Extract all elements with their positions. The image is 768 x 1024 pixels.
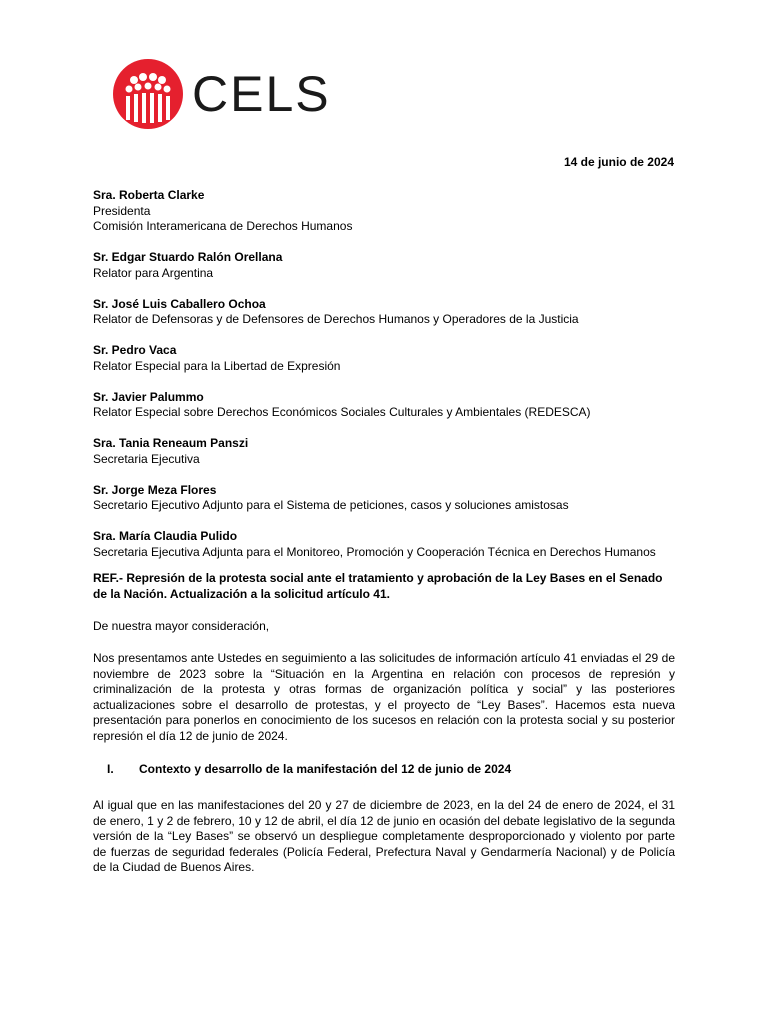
recipient-name: Sra. María Claudia Pulido	[93, 529, 238, 543]
cels-logo	[112, 58, 331, 130]
letter-date: 14 de junio de 2024	[563, 155, 674, 169]
recipient-name: Sra. Tania Reneaum Panszi	[93, 436, 249, 450]
recipient-entry	[93, 343, 683, 374]
recipient-name: Sr. Jorge Meza Flores	[93, 482, 217, 497]
recipient-entry	[93, 390, 683, 421]
body-paragraph-1: Nos presentamos ante Ustedes en seguimiento a las solicitudes de información artículo 41 enviadas el 29 de noviembre de 2023 sobre la “Situación en la Argentina en relación con procesos de represión y criminalización de la protesta y otras formas de organización política y social” y las posteriores actualizaciones sobre el desarrollo de protestas, y el proyecto de “Ley Bases”. Hacemos esta nueva presentación para ponerlos en conocimiento de los sucesos en relación con la protesta social y su posterior represión el día 12 de junio de 2024.	[93, 651, 675, 743]
logo-text: CELS	[192, 66, 331, 122]
recipient-name: Sr. Javier Palummo	[93, 389, 204, 404]
salutation: De nuestra mayor consideración,	[93, 619, 270, 633]
recipient-name: Sr. José Luis Caballero Ochoa	[93, 296, 266, 311]
body-paragraph-2: Al igual que en las manifestaciones del 20 y 27 de diciembre de 2023, en la del 24 de enero de 2024, el 31 de enero, 1 y 2 de febrero, 10 y 12 de abril, el día 12 de junio en ocasión del debate legislativo de la segunda versión de la “Ley Bases” se observó un despliegue completamente desproporcionado y violento por parte de fuerzas de seguridad federales (Policía Federal, Prefectura Naval y Gendarmería Nacional) y de Policía de la Ciudad de Buenos Aires.	[93, 798, 675, 875]
recipient-name: Sr. Edgar Stuardo Ralón Orellana	[93, 250, 283, 264]
recipient-entry	[93, 483, 683, 514]
recipient-role: Secretaria Ejecutiva Adjunta para el Monitoreo, Promoción y Cooperación Técnica en Derechos Humanos	[93, 544, 656, 559]
cels-emblem-icon	[112, 58, 184, 130]
section-heading	[107, 762, 511, 776]
recipient-role: Relator Especial para la Libertad de Expresión	[93, 358, 341, 373]
recipient-name: Sr. Pedro Vaca	[93, 343, 177, 357]
recipient-role: Secretario Ejecutivo Adjunto para el Sistema de peticiones, casos y soluciones amistosas	[93, 498, 569, 512]
section-number: I.	[107, 762, 114, 776]
recipient-entry	[93, 250, 683, 281]
section-title: Contexto y desarrollo de la manifestación del 12 de junio de 2024	[139, 762, 512, 776]
recipient-role: Relator para Argentina	[93, 265, 214, 280]
recipient-list	[93, 188, 683, 576]
recipient-entry	[93, 297, 683, 328]
recipient-role: Relator Especial sobre Derechos Económicos Sociales Culturales y Ambientales (REDESCA)	[93, 405, 591, 419]
reference-line: REF.- Represión de la protesta social ante el tratamiento y aprobación de la Ley Bases en el Senado de la Nación. Actualización a la solicitud artículo 41.	[93, 571, 663, 601]
recipient-entry	[93, 529, 683, 560]
recipient-entry	[93, 436, 683, 467]
recipient-role: Relator de Defensoras y de Defensores de Derechos Humanos y Operadores de la Justicia	[93, 312, 579, 326]
recipient-entry	[93, 188, 683, 235]
recipient-role: Secretaria Ejecutiva	[93, 451, 200, 466]
recipient-name: Sra. Roberta Clarke	[93, 188, 205, 202]
recipient-role: Presidenta Comisión Interamericana de Derechos Humanos	[93, 203, 353, 233]
